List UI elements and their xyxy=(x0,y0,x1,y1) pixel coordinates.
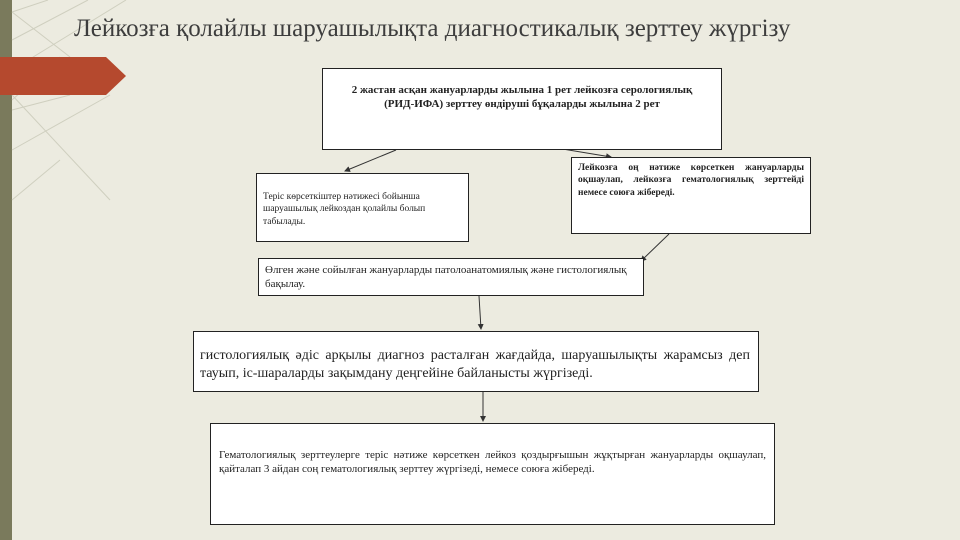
positive-result-box: Лейкозға оң нәтиже көрсеткен жануарларды оқшаулап, лейкозға гематологиялық зерттейді немесе союға жібереді. xyxy=(571,157,811,234)
connector-top-to-negative xyxy=(345,150,396,171)
negative-result-box: Теріс көрсеткіштер нәтижесі бойынша шаруашылық лейкоздан қолайлы болып табылады. xyxy=(256,173,469,242)
diagnosis-confirmed-box: гистологиялық әдіс арқылы диагноз расталған жағдайда, шаруашылықты жарамсыз деп тауып, іс-шараларды зақымдану деңгейіне байланысты жүргізеді. xyxy=(193,331,759,392)
serology-testing-box: 2 жастан асқан жануарларды жылына 1 рет лейкозға серологиялық (РИД-ИФА) зерттеу өндіруші бұқаларды жылына 2 рет xyxy=(322,68,722,150)
pathology-control-box: Өлген және сойылған жануарларды патолоанатомиялық және гистологиялық бақылау. xyxy=(258,258,644,296)
connector-positive-to-pathology xyxy=(641,234,669,261)
hematology-recheck-box: Гематологиялық зерттеулерге теріс нәтиже көрсеткен лейкоз қоздырғышын жұқтырған жануарларды оқшаулап, қайталап 3 айдан соң гематологиялық зерттеу жүргізеді, немесе союға жібереді. xyxy=(210,423,775,525)
connector-pathology-to-diagnosis xyxy=(479,296,481,329)
slide-title: Лейкозға қолайлы шаруашылықта диагностикалық зерттеу жүргізу xyxy=(74,15,791,42)
